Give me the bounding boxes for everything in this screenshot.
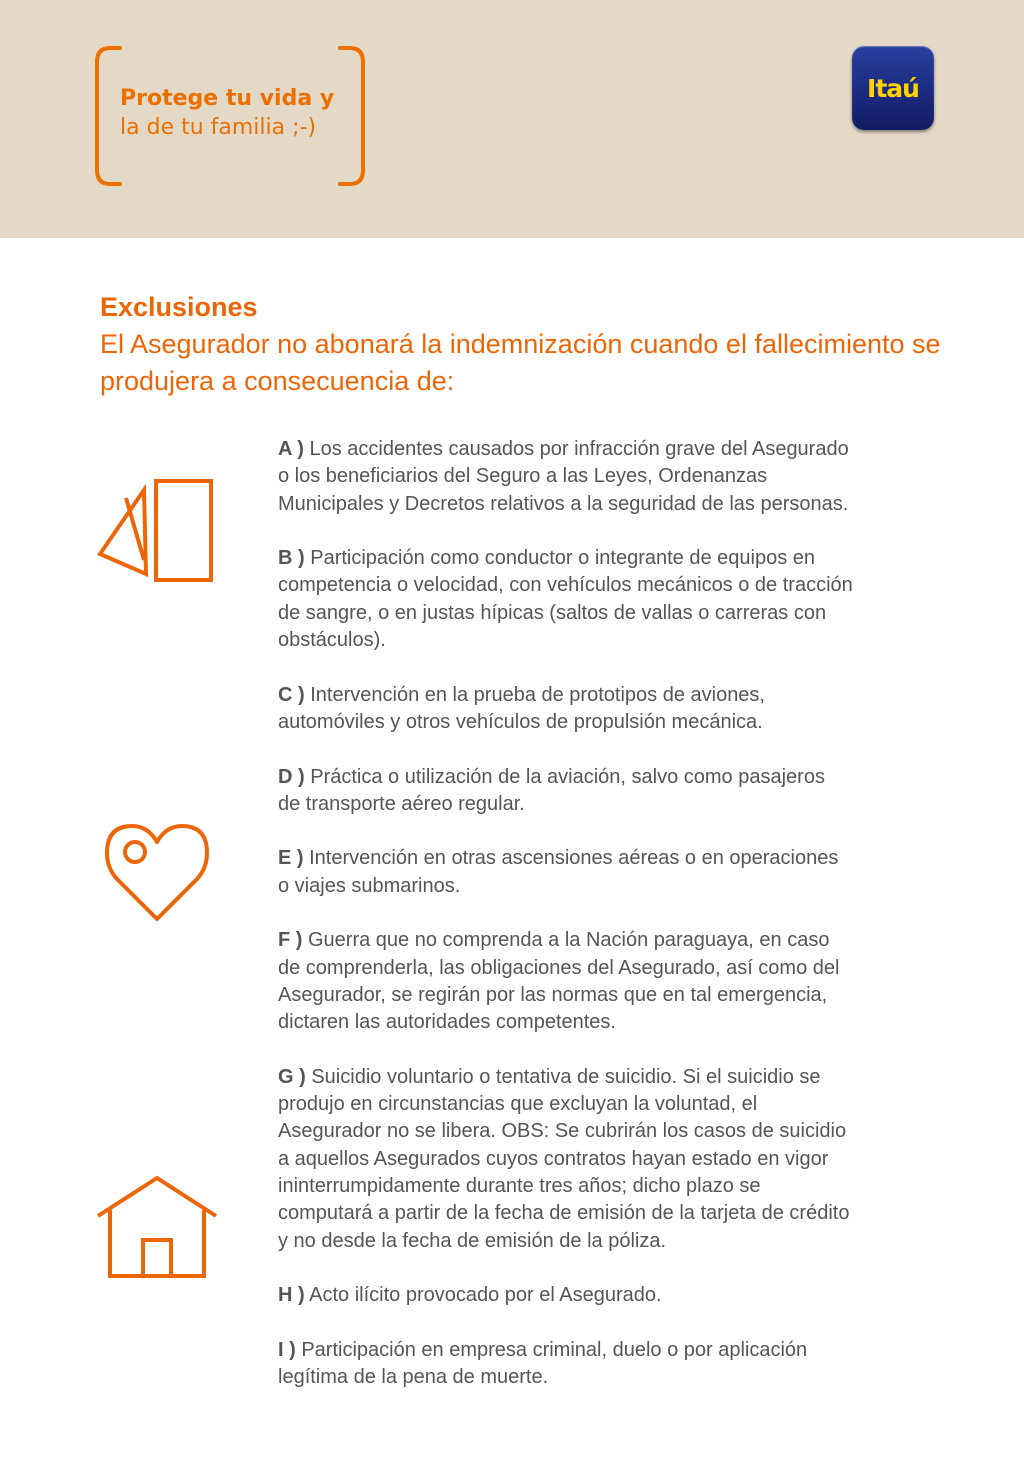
page-title: Exclusiones [100, 292, 258, 322]
item-text: Los accidentes causados por infracción grave del Asegurado o los beneficiarios del Seguro a las Leyes, Ordenanzas Municipales y Decretos relativos a la seguridad de las personas. [278, 438, 849, 515]
exclusions-list [278, 436, 958, 1419]
page-subtitle: El Asegurador no abonará la indemnización cuando el fallecimiento se produjera a consecuencia de: [100, 329, 941, 396]
exclusion-item-c [278, 682, 958, 737]
exclusion-item-d [278, 764, 958, 819]
house-icon [94, 1174, 220, 1280]
exclusion-item-i [278, 1337, 958, 1392]
item-text: Acto ilícito provocado por el Asegurado. [309, 1284, 662, 1307]
item-letter: F ) [278, 929, 303, 952]
item-text: Participación en empresa criminal, duelo o por aplicación legítima de la pena de muerte. [278, 1338, 808, 1389]
item-letter: I ) [278, 1338, 296, 1361]
logo-text: Itaú [867, 73, 919, 103]
item-text: Práctica o utilización de la aviación, salvo como pasajeros de transporte aéreo regular. [278, 765, 825, 815]
item-text: Intervención en otras ascensiones aéreas o en operaciones o viajes submarinos. [278, 847, 839, 897]
item-letter: A ) [278, 438, 304, 460]
tagline-line-1: Protege tu vida y [120, 86, 335, 111]
heart-icon [104, 822, 210, 926]
item-text: Intervención en la prueba de prototipos de aviones, automóviles y otros vehículos de propulsión mecánica. [278, 683, 765, 733]
exclusion-item-a [278, 436, 958, 518]
exclusion-item-h [278, 1282, 958, 1309]
item-text: Suicidio voluntario o tentativa de suicidio. Si el suicidio se produjo en circunstancias que excluyan la voluntad, el Asegurador no se libera. OBS: Se cubrirán los casos de suicidio a aquellos Asegurados cuyos contratos hayan estado en vigor ininterrumpidamente durante tres años; dicho plazo se computará a partir de la fecha de emisión de la tarjeta de crédito y no desde la fecha de emisión de la póliza. [278, 1065, 850, 1252]
item-text: Participación como conductor o integrante de equipos en competencia o velocidad, con vehículos mecánicos o de tracción de sangre, o en justas hípicas (saltos de vallas o carreras con obstáculos). [278, 547, 853, 652]
item-letter: D ) [278, 765, 305, 788]
tagline-frame [92, 44, 368, 188]
exclusion-item-f [278, 927, 958, 1036]
item-letter: H ) [278, 1284, 305, 1307]
exclusion-item-g [278, 1064, 958, 1255]
item-letter: C ) [278, 683, 305, 706]
item-letter: E ) [278, 847, 304, 870]
exclusion-item-e [278, 845, 958, 900]
itau-logo [852, 46, 934, 130]
section-title [100, 289, 960, 400]
item-text: Guerra que no comprenda a la Nación paraguaya, en caso de comprenderla, las obligaciones del Asegurado, así como del Asegurador, se regirán por las normas que en tal emergencia, dictaren las autoridades competentes. [278, 929, 840, 1034]
exclusion-item-b [278, 545, 958, 654]
item-letter: G ) [278, 1065, 306, 1088]
tagline-line-2: la de tu familia ;-) [120, 115, 317, 140]
cards-icon [96, 478, 218, 584]
item-letter: B ) [278, 547, 305, 570]
header-banner [0, 0, 1024, 238]
